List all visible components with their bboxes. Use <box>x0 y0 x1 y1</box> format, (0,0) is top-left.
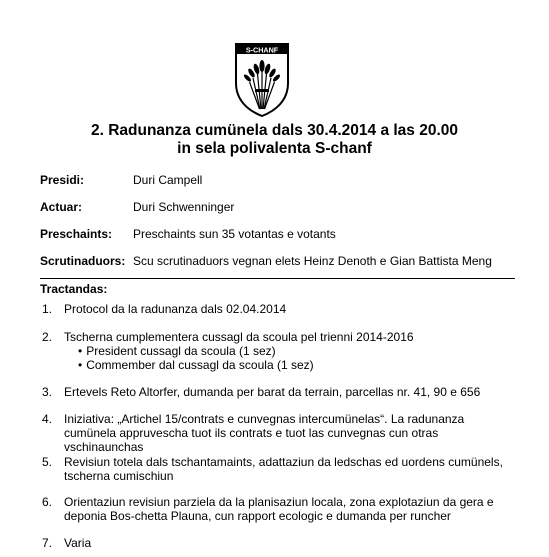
item-number: 7. <box>42 536 53 550</box>
meta-value: Duri Campell <box>133 173 203 187</box>
meta-label: Presidi: <box>40 173 85 187</box>
item-text: Tscherna cumplementera cussagl da scoula pel trienni 2014-2016 <box>64 330 414 344</box>
document-title: 2. Radunanza cumünela dals 30.4.2014 a las 20.00 <box>90 122 459 139</box>
item-number: 5. <box>42 455 53 469</box>
meta-label: Actuar: <box>40 200 83 214</box>
item-number: 2. <box>42 330 53 344</box>
sub-item: • President cussagl da scoula (1 sez) <box>64 344 515 358</box>
item-number: 6. <box>42 495 53 509</box>
section-heading-tractandas: Tractandas: <box>40 282 108 296</box>
sub-item: • Commember dal cussagl da scoula (1 sez) <box>64 358 515 372</box>
document-subtitle: in sela polivalenta S-chanf <box>177 140 372 157</box>
item-text: Iniziativa: „Artichel 15/contrats e cunvegnas intercumünelas“. La radunanza cumünela appruvescha tuot ils contrats e tuot las cunvegnas cun otras vschinaunchas <box>64 412 465 454</box>
svg-text:S-CHANF: S-CHANF <box>245 45 279 55</box>
item-text: Protocol da la radunanza dals 02.04.2014 <box>64 302 287 316</box>
coat-of-arms-logo <box>233 43 291 117</box>
meta-label: Preschaints: <box>40 227 113 241</box>
meta-label: Scrutinaduors: <box>40 254 126 268</box>
item-text: Varia <box>64 536 92 550</box>
item-number: 4. <box>42 412 53 426</box>
item-number: 3. <box>42 385 53 399</box>
item-text: Ertevels Reto Altorfer, dumanda per barat da terrain, parcellas nr. 41, 90 e 656 <box>64 385 481 399</box>
item-text: Revisiun totela dals tschantamaints, adattaziun da ledschas ed uordens cumünels, tscherna cumischiun <box>64 455 503 483</box>
meta-value: Preschaints sun 35 votantas e votants <box>133 227 336 241</box>
meta-value: Scu scrutinaduors vegnan elets Heinz Denoth e Gian Battista Meng <box>133 254 492 268</box>
item-number: 1. <box>42 302 53 316</box>
meta-value: Duri Schwenninger <box>133 200 235 214</box>
item-text: Orientaziun revisiun parziela da la planisaziun locala, zona explotaziun da gera e deponia Bos-chetta Plauna, cun rapport ecologic e dumanda per runcher <box>64 495 494 523</box>
divider <box>40 278 515 279</box>
